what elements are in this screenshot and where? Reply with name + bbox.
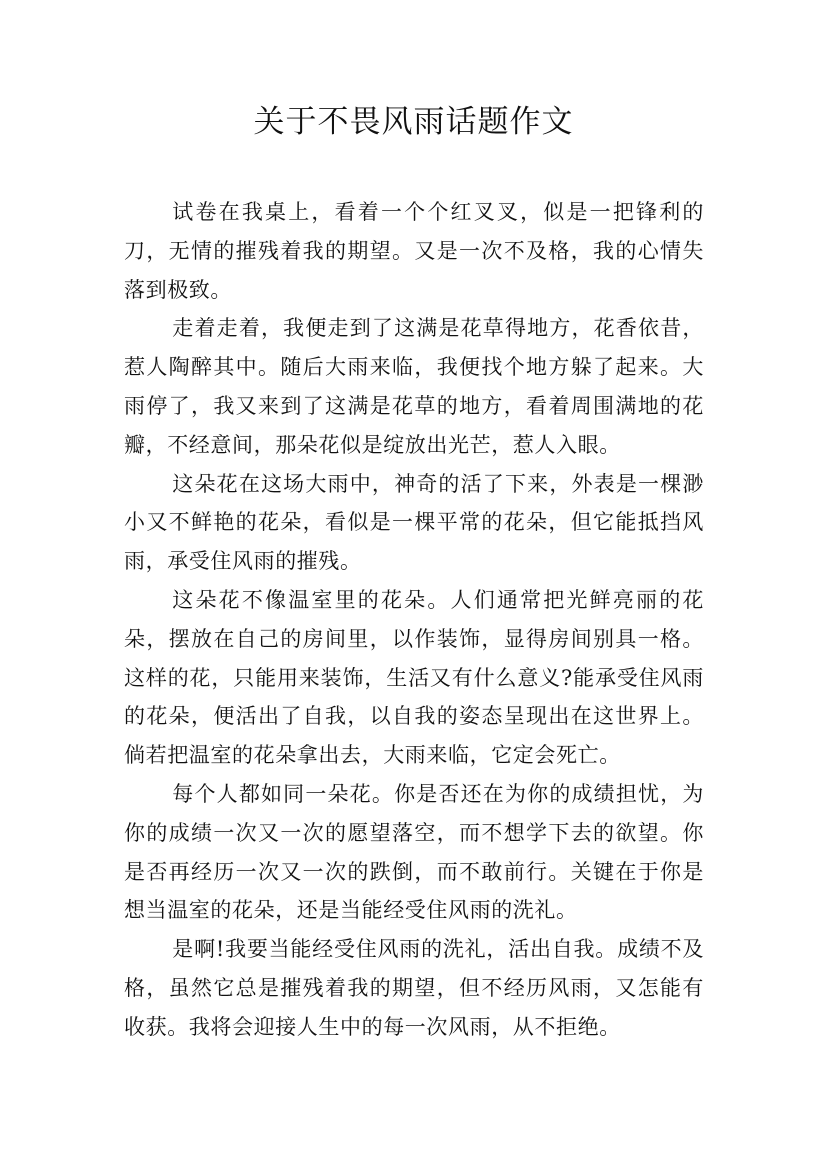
paragraph-5: 每个人都如同一朵花。你是否还在为你的成绩担忧，为你的成绩一次又一次的愿望落空，而不想学下去的欲望。你是否再经历一次又一次的跌倒，而不敢前行。关键在于你是想当温室的花朵，还是当能经受住风雨的洗礼。 [124,781,704,923]
document-body [124,193,704,1047]
paragraph-4: 这朵花不像温室里的花朵。人们通常把光鲜亮丽的花朵，摆放在自己的房间里，以作装饰，显得房间别具一格。这样的花，只能用来装饰，生活又有什么意义?能承受住风雨的花朵，便活出了自我，以自我的姿态呈现出在这世界上。倘若把温室的花朵拿出去，大雨来临，它定会死亡。 [124,587,704,768]
paragraph-1: 试卷在我桌上，看着一个个红叉叉，似是一把锋利的刀，无情的摧残着我的期望。又是一次不及格，我的心情失落到极致。 [124,200,704,302]
paragraph-2: 走着走着，我便走到了这满是花草得地方，花香依昔，惹人陶醉其中。随后大雨来临，我便找个地方躲了起来。大雨停了，我又来到了这满是花草的地方，看着周围满地的花瓣，不经意间，那朵花似是绽放出光芒，惹人入眼。 [124,316,704,457]
document-title: 关于不畏风雨话题作文 [253,104,574,140]
paragraph-6: 是啊!我要当能经受住风雨的洗礼，活出自我。成绩不及格，虽然它总是摧残着我的期望，但不经历风雨，又怎能有收获。我将会迎接人生中的每一次风雨，从不拒绝。 [124,937,704,1039]
paragraph-3: 这朵花在这场大雨中，神奇的活了下来，外表是一棵渺小又不鲜艳的花朵，看似是一棵平常的花朵，但它能抵挡风雨，承受住风雨的摧残。 [124,471,704,574]
